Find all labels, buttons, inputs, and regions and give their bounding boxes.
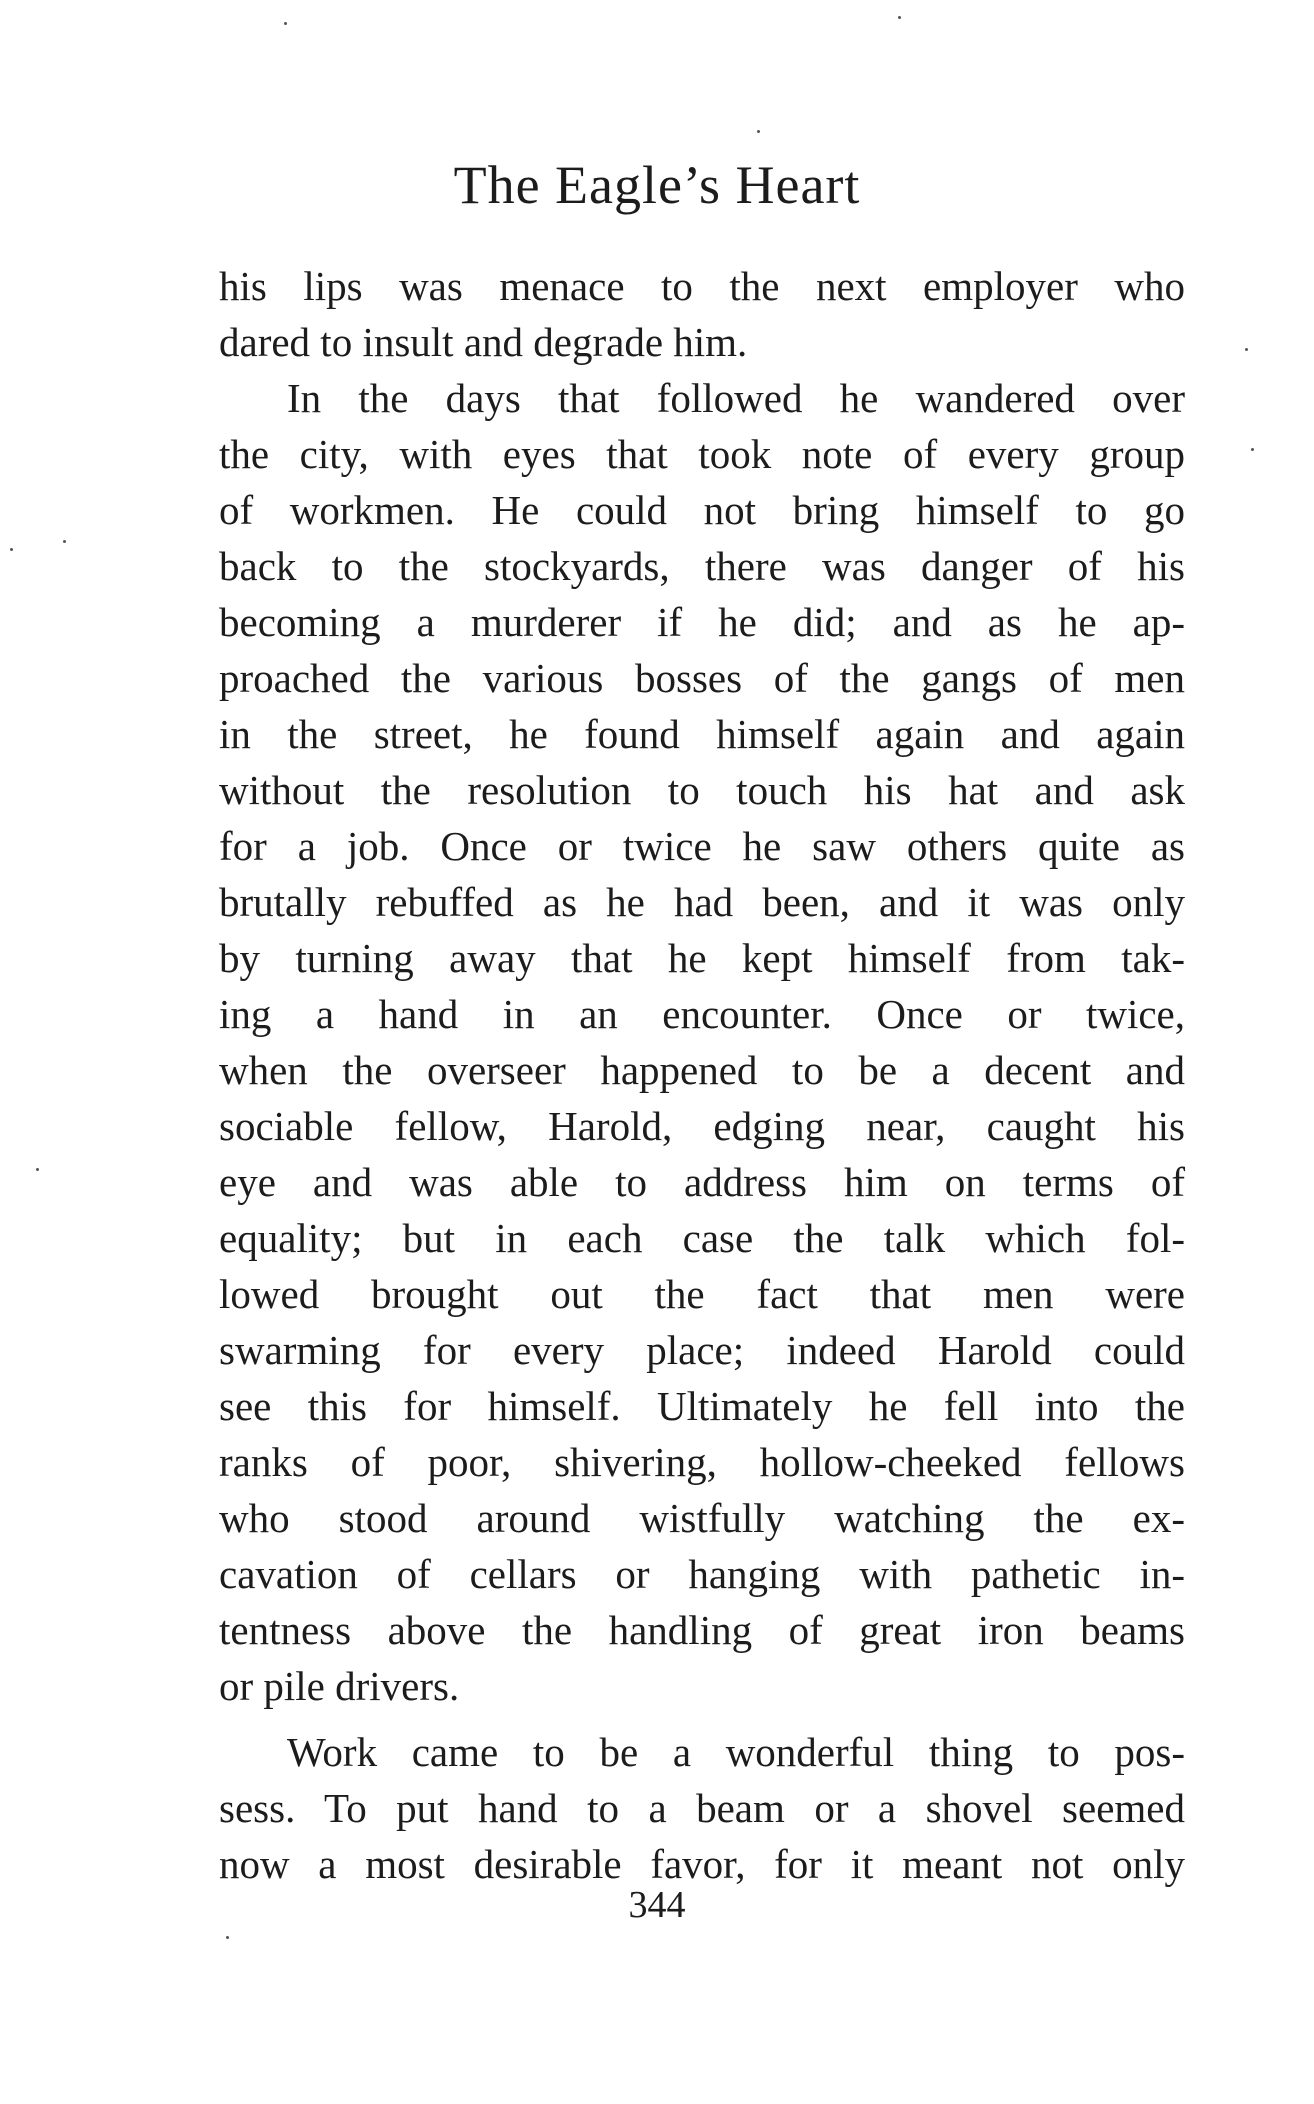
text-line: in the street, he found himself again and again bbox=[219, 711, 1185, 757]
text-line: or pile drivers. bbox=[219, 1663, 460, 1709]
paragraph-gap bbox=[219, 1714, 1185, 1724]
scan-speck bbox=[1245, 348, 1248, 351]
scan-speck bbox=[757, 130, 760, 133]
text-line: when the overseer happened to be a decent and bbox=[219, 1047, 1185, 1093]
text-line: see this for himself. Ultimately he fell into the bbox=[219, 1383, 1185, 1429]
scan-speck bbox=[10, 548, 13, 551]
scan-speck bbox=[226, 1936, 229, 1939]
text-line: dared to insult and degrade him. bbox=[219, 319, 748, 365]
text-line: ranks of poor, shivering, hollow-cheeked fellows bbox=[219, 1439, 1185, 1485]
text-line: his lips was menace to the next employer who bbox=[219, 263, 1185, 309]
text-line: swarming for every place; indeed Harold could bbox=[219, 1327, 1185, 1373]
scan-speck bbox=[63, 540, 66, 543]
scan-speck bbox=[284, 22, 287, 25]
scan-speck bbox=[1251, 448, 1254, 451]
paragraph bbox=[219, 258, 1185, 370]
page-number: 344 bbox=[628, 1884, 686, 1926]
text-line: now a most desirable favor, for it meant not only bbox=[219, 1841, 1185, 1887]
text-line: of workmen. He could not bring himself to go bbox=[219, 487, 1185, 533]
text-line: proached the various bosses of the gangs of men bbox=[219, 655, 1185, 701]
text-line: In the days that followed he wandered over bbox=[287, 375, 1185, 421]
scan-speck bbox=[898, 16, 901, 19]
text-line: the city, with eyes that took note of every group bbox=[219, 431, 1185, 477]
text-line: Work came to be a wonderful thing to pos- bbox=[287, 1729, 1185, 1775]
text-line: becoming a murderer if he did; and as he ap- bbox=[219, 599, 1185, 645]
text-line: back to the stockyards, there was danger of his bbox=[219, 543, 1185, 589]
text-line: brutally rebuffed as he had been, and it was only bbox=[219, 879, 1185, 925]
text-line: sess. To put hand to a beam or a shovel seemed bbox=[219, 1785, 1185, 1831]
text-line: sociable fellow, Harold, edging near, caught his bbox=[219, 1103, 1185, 1149]
text-line: for a job. Once or twice he saw others quite as bbox=[219, 823, 1185, 869]
text-line: equality; but in each case the talk which fol- bbox=[219, 1215, 1185, 1261]
scan-speck bbox=[36, 1168, 39, 1171]
text-line: who stood around wistfully watching the ex- bbox=[219, 1495, 1185, 1541]
body-text bbox=[219, 258, 1185, 1892]
text-line: eye and was able to address him on terms of bbox=[219, 1159, 1185, 1205]
text-line: tentness above the handling of great iron beams bbox=[219, 1607, 1185, 1653]
running-head: The Eagle’s Heart bbox=[453, 155, 861, 215]
paragraph bbox=[219, 1724, 1185, 1892]
text-line: without the resolution to touch his hat and ask bbox=[219, 767, 1185, 813]
text-line: by turning away that he kept himself from tak- bbox=[219, 935, 1185, 981]
text-line: cavation of cellars or hanging with pathetic in- bbox=[219, 1551, 1185, 1597]
paragraph bbox=[219, 370, 1185, 1714]
text-line: ing a hand in an encounter. Once or twice, bbox=[219, 991, 1185, 1037]
text-line: lowed brought out the fact that men were bbox=[219, 1271, 1185, 1317]
